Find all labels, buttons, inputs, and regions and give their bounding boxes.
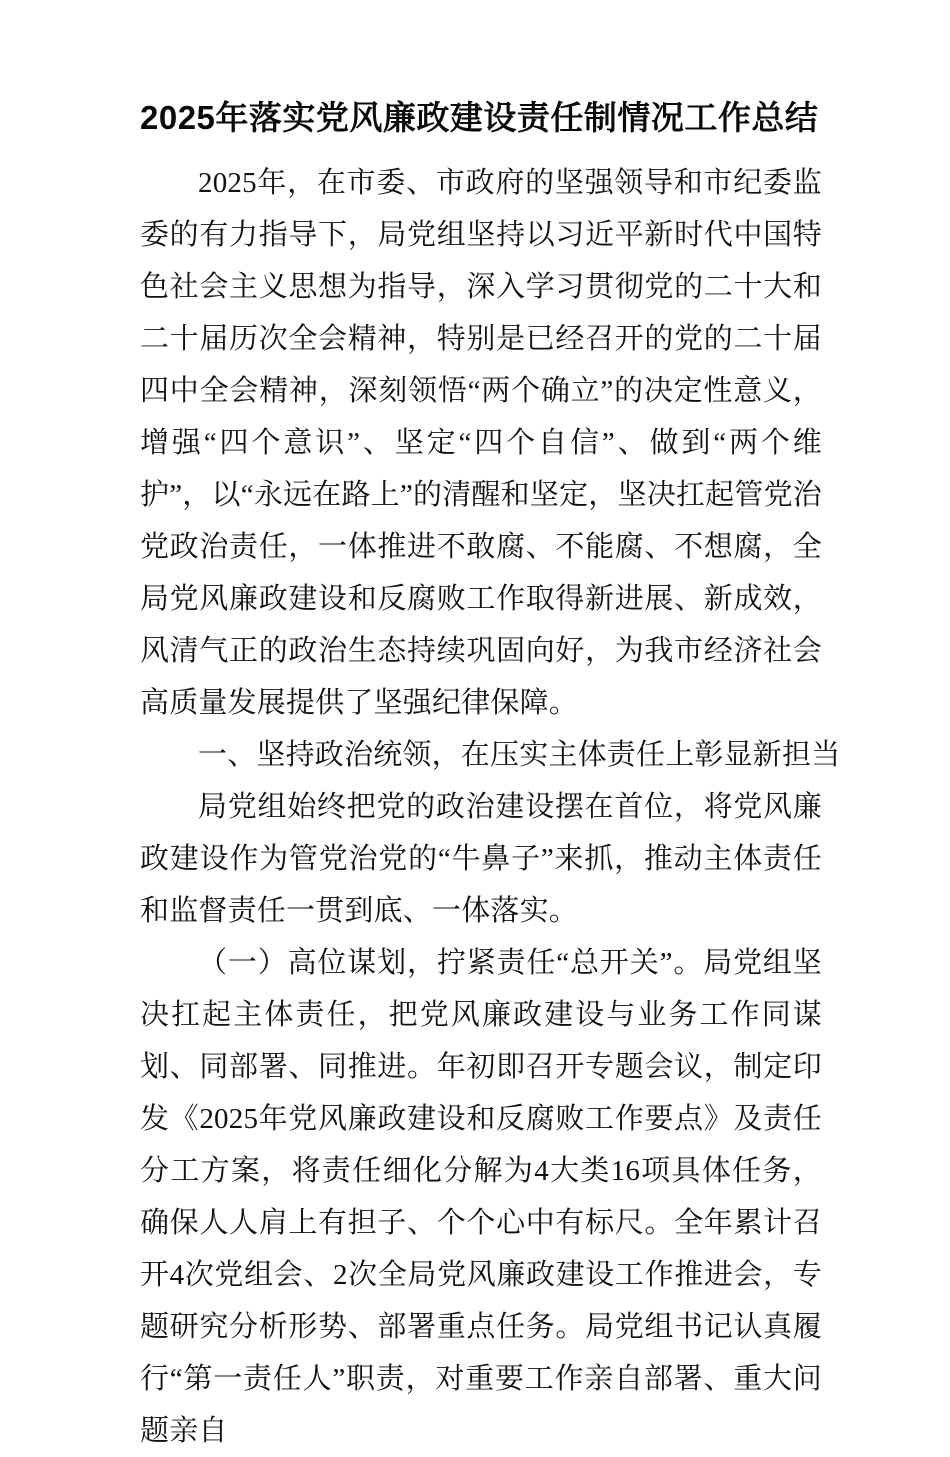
subsection-1-1-paragraph: （一）高位谋划，拧紧责任“总开关”。局党组坚决扛起主体责任，把党风廉政建设与业务工作同谋划、同部署、同推进。年初即召开专题会议，制定印发《2025年党风廉政建设和反腐败工作要点》及责任分工方案，将责任细化分解为4大类16项具体任务，确保人人肩上有担子、个个心中有标尺。全年累计召开4次党组会、2次全局党风廉政建设工作推进会，专题研究分析形势、部署重点任务。局党组书记认真履行“第一责任人”职责，对重要工作亲自部署、重大问题亲自 — [140, 947, 822, 1447]
section-heading-1: 一、坚持政治统领，在压实主体责任上彰显新担当 — [198, 739, 841, 771]
document-content — [140, 0, 841, 1457]
opening-paragraph: 2025年，在市委、市政府的坚强领导和市纪委监委的有力指导下，局党组坚持以习近平新时代中国特色社会主义思想为指导，深入学习贯彻党的二十大和二十届历次全会精神，特别是已经召开的党的二十届四中全会精神，深刻领悟“两个确立”的决定性意义，增强“四个意识”、坚定“四个自信”、做到“两个维护”，以“永远在路上”的清醒和坚定，坚决扛起管党治党政治责任，一体推进不敢腐、不能腐、不想腐，全局党风廉政建设和反腐败工作取得新进展、新成效，风清气正的政治生态持续巩固向好，为我市经济社会高质量发展提供了坚强纪律保障。 — [140, 167, 822, 719]
section-1-intro-paragraph: 局党组始终把党的政治建设摆在首位，将党风廉政建设作为管党治党的“牛鼻子”来抓，推动主体责任和监督责任一贯到底、一体落实。 — [140, 791, 822, 927]
page-title: 2025年落实党风廉政建设责任制情况工作总结 — [140, 99, 819, 136]
